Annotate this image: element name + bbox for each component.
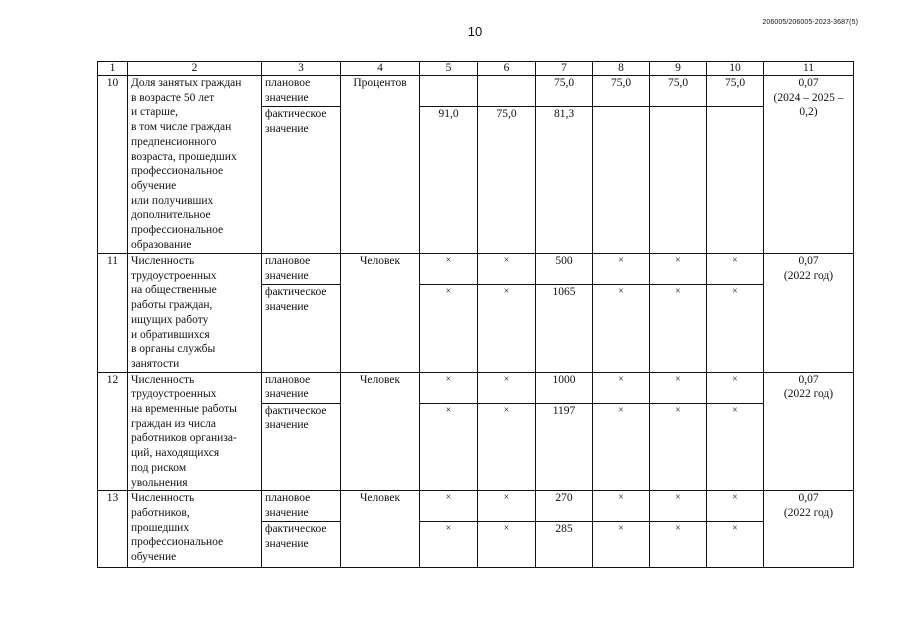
actual-value-cell: 75,0	[478, 107, 536, 254]
indicator-name: Численность трудоустроенных на временные работы граждан из числа работников организа- ций, находящихся под риском увольнения	[128, 372, 262, 491]
actual-value-cell: 1197	[536, 403, 593, 490]
actual-value-cell: 1065	[536, 285, 593, 372]
indicator-row-planned	[98, 491, 854, 522]
unit-of-measure: Человек	[341, 372, 420, 491]
header-cell: 10	[707, 62, 764, 76]
planned-value-cell: ×	[593, 372, 650, 403]
actual-value-cell: ×	[420, 522, 478, 568]
document-code: 206005/206005-2023-3687(5)	[762, 19, 858, 26]
planned-value-cell: 75,0	[593, 76, 650, 107]
planned-value-cell: ×	[650, 372, 707, 403]
header-cell: 8	[593, 62, 650, 76]
planned-value-cell: 500	[536, 254, 593, 285]
value-type-actual: фактическое значение	[262, 522, 341, 568]
value-type-planned: плановое значение	[262, 491, 341, 522]
actual-value-cell: ×	[478, 285, 536, 372]
actual-value-cell: ×	[593, 522, 650, 568]
planned-value-cell: ×	[707, 491, 764, 522]
actual-value-cell: ×	[650, 285, 707, 372]
indicators-table	[97, 61, 854, 568]
weight-coefficient: 0,07 (2022 год)	[764, 254, 854, 373]
header-cell: 11	[764, 62, 854, 76]
planned-value-cell: ×	[478, 254, 536, 285]
value-type-planned: плановое значение	[262, 254, 341, 285]
unit-of-measure: Человек	[341, 254, 420, 373]
row-number: 13	[98, 491, 128, 568]
actual-value-cell: ×	[420, 285, 478, 372]
value-type-planned: плановое значение	[262, 76, 341, 107]
value-type-actual: фактическое значение	[262, 403, 341, 490]
planned-value-cell: ×	[650, 491, 707, 522]
indicator-name: Доля занятых граждан в возрасте 50 лет и старше, в том числе граждан предпенсионного возраста, прошедших профессиональное обучение или получивших дополнительное профессиональное образование	[128, 76, 262, 254]
header-cell: 3	[262, 62, 341, 76]
actual-value-cell	[707, 107, 764, 254]
actual-value-cell: ×	[650, 522, 707, 568]
planned-value-cell: 75,0	[707, 76, 764, 107]
actual-value-cell: 91,0	[420, 107, 478, 254]
actual-value-cell: ×	[593, 285, 650, 372]
header-cell: 6	[478, 62, 536, 76]
actual-value-cell: ×	[650, 403, 707, 490]
unit-of-measure: Процентов	[341, 76, 420, 254]
planned-value-cell: 1000	[536, 372, 593, 403]
planned-value-cell: 75,0	[650, 76, 707, 107]
row-number: 12	[98, 372, 128, 491]
value-type-actual: фактическое значение	[262, 107, 341, 254]
indicator-row-planned	[98, 76, 854, 107]
value-type-planned: плановое значение	[262, 372, 341, 403]
value-type-actual: фактическое значение	[262, 285, 341, 372]
actual-value-cell	[650, 107, 707, 254]
indicator-row-planned	[98, 372, 854, 403]
unit-of-measure: Человек	[341, 491, 420, 568]
actual-value-cell: 81,3	[536, 107, 593, 254]
actual-value-cell: ×	[478, 522, 536, 568]
row-number: 10	[98, 76, 128, 254]
actual-value-cell: ×	[707, 522, 764, 568]
header-cell: 2	[128, 62, 262, 76]
actual-value-cell: ×	[593, 403, 650, 490]
header-cell: 7	[536, 62, 593, 76]
planned-value-cell: ×	[420, 254, 478, 285]
planned-value-cell: 270	[536, 491, 593, 522]
header-cell: 9	[650, 62, 707, 76]
page-number: 10	[467, 24, 483, 39]
planned-value-cell: ×	[650, 254, 707, 285]
planned-value-cell	[420, 76, 478, 107]
actual-value-cell	[593, 107, 650, 254]
weight-coefficient: 0,07 (2024 – 2025 – 0,2)	[764, 76, 854, 254]
planned-value-cell: ×	[478, 372, 536, 403]
planned-value-cell: ×	[707, 372, 764, 403]
actual-value-cell: 285	[536, 522, 593, 568]
indicator-name: Численность работников, прошедших профессиональное обучение	[128, 491, 262, 568]
planned-value-cell: ×	[593, 254, 650, 285]
planned-value-cell	[478, 76, 536, 107]
planned-value-cell: ×	[420, 491, 478, 522]
header-cell: 4	[341, 62, 420, 76]
planned-value-cell: 75,0	[536, 76, 593, 107]
planned-value-cell: ×	[420, 372, 478, 403]
actual-value-cell: ×	[420, 403, 478, 490]
row-number: 11	[98, 254, 128, 373]
indicator-name: Численность трудоустроенных на общественные работы граждан, ищущих работу и обратившихся в органы службы занятости	[128, 254, 262, 373]
planned-value-cell: ×	[593, 491, 650, 522]
actual-value-cell: ×	[478, 403, 536, 490]
indicator-row-planned	[98, 254, 854, 285]
weight-coefficient: 0,07 (2022 год)	[764, 491, 854, 568]
planned-value-cell: ×	[707, 254, 764, 285]
planned-value-cell: ×	[478, 491, 536, 522]
table-header-row	[98, 62, 854, 76]
actual-value-cell: ×	[707, 403, 764, 490]
actual-value-cell: ×	[707, 285, 764, 372]
header-cell: 5	[420, 62, 478, 76]
header-cell: 1	[98, 62, 128, 76]
weight-coefficient: 0,07 (2022 год)	[764, 372, 854, 491]
